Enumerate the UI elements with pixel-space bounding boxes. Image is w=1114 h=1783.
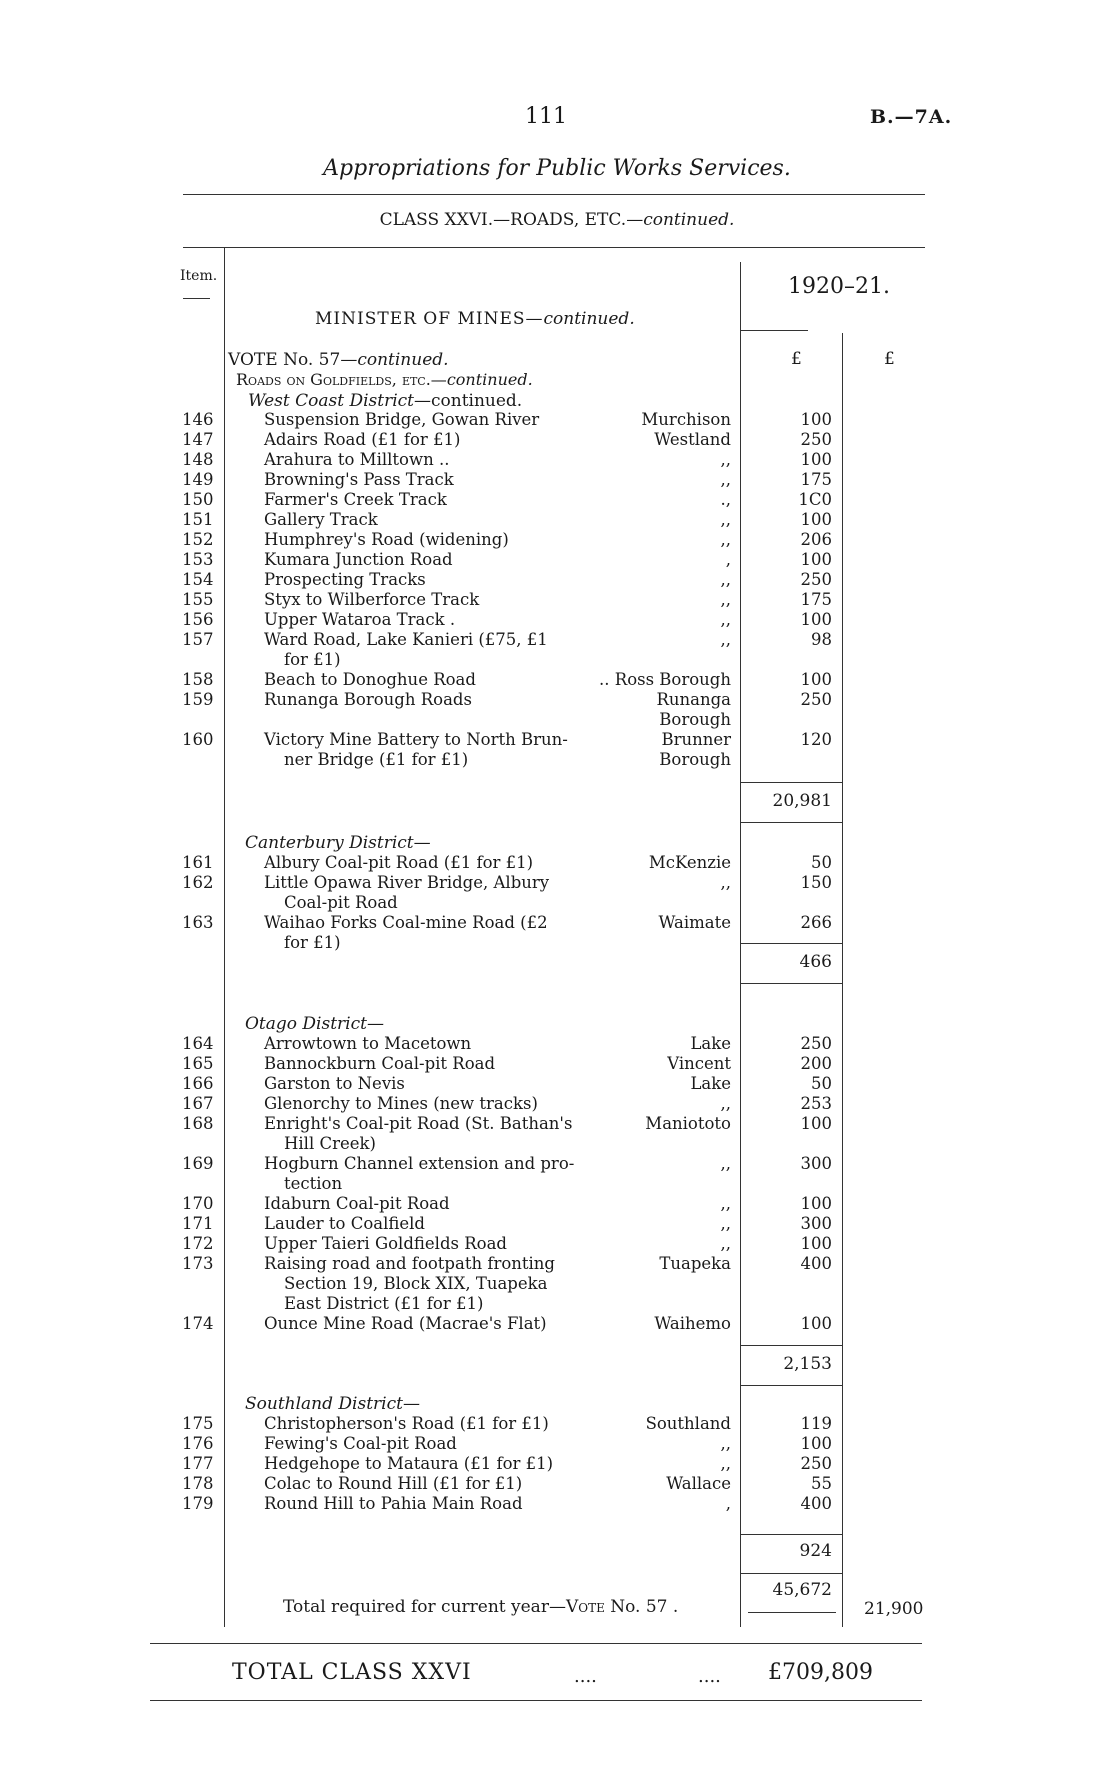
item-description: Gallery Track	[264, 510, 378, 529]
item-amount: 400	[800, 1494, 832, 1513]
item-amount: 100	[800, 610, 832, 629]
southland-subtotal-underline	[740, 1573, 842, 1574]
table-row	[0, 1074, 1114, 1094]
roads-heading	[236, 370, 533, 389]
southland-subtotal: 924	[799, 1541, 832, 1561]
item-locality: ,	[725, 550, 731, 569]
item-amount: 150	[800, 873, 832, 892]
item-amount: 98	[811, 630, 832, 649]
item-description: Browning's Pass Track	[264, 470, 454, 489]
item-locality: ,,	[720, 630, 731, 649]
item-description-continued: tection	[284, 1174, 343, 1193]
item-amount: 250	[800, 690, 832, 709]
table-row-continuation	[0, 893, 1114, 913]
minister-continued: continued.	[543, 309, 635, 329]
item-locality: ,,	[720, 1454, 731, 1473]
table-row	[0, 590, 1114, 610]
item-amount: 55	[811, 1474, 832, 1493]
table-row	[0, 913, 1114, 933]
item-description: Ward Road, Lake Kanieri (£75, £1	[264, 630, 548, 649]
item-amount: 100	[800, 450, 832, 469]
item-locality: .. Ross Borough	[599, 670, 731, 689]
item-header-underline	[183, 298, 210, 299]
item-number: 155	[182, 590, 214, 609]
item-description: Fewing's Coal-pit Road	[264, 1434, 457, 1453]
item-number: 165	[182, 1054, 214, 1073]
table-row	[0, 610, 1114, 630]
table-row	[0, 1314, 1114, 1334]
class-title-continued: continued.	[643, 210, 735, 230]
item-description-continued: for £1)	[284, 650, 341, 669]
item-description-continued: Section 19, Block XIX, Tuapeka	[284, 1274, 548, 1293]
item-number: 157	[182, 630, 214, 649]
item-number: 172	[182, 1234, 214, 1253]
item-description: Round Hill to Pahia Main Road	[264, 1494, 523, 1513]
item-number: 171	[182, 1214, 214, 1233]
item-locality: ,,	[720, 1434, 731, 1453]
item-description: Beach to Donoghue Road	[264, 670, 476, 689]
table-row-continuation	[0, 933, 1114, 953]
table-row-continuation	[0, 1134, 1114, 1154]
item-description: Hogburn Channel extension and pro-	[264, 1154, 575, 1173]
west-coast-subtotal-rule	[740, 782, 842, 783]
west-coast-heading-continued: continued.	[430, 391, 523, 411]
item-locality: ,,	[720, 1154, 731, 1173]
item-locality: Brunner	[661, 730, 731, 749]
item-amount: 100	[800, 1194, 832, 1213]
item-locality-continued: Borough	[659, 710, 731, 729]
class-title	[0, 210, 1114, 230]
item-amount: 206	[800, 530, 832, 549]
item-description: Humphrey's Road (widening)	[264, 530, 509, 549]
table-row-continuation	[0, 1274, 1114, 1294]
canterbury-subtotal-underline	[740, 983, 842, 984]
item-number: 177	[182, 1454, 214, 1473]
item-number: 148	[182, 450, 214, 469]
table-row	[0, 1034, 1114, 1054]
item-amount: 300	[800, 1214, 832, 1233]
west-coast-subtotal: 20,981	[772, 791, 832, 811]
table-row-continuation	[0, 1294, 1114, 1314]
page-bottom-rule	[150, 1700, 922, 1701]
item-amount: 119	[800, 1414, 832, 1433]
item-amount: 300	[800, 1154, 832, 1173]
item-number: 153	[182, 550, 214, 569]
item-description: Upper Taieri Goldfields Road	[264, 1234, 507, 1253]
class-title-main: CLASS XXVI.—ROADS, ETC.—	[379, 210, 644, 230]
item-description: Little Opawa River Bridge, Albury	[264, 873, 550, 892]
item-amount: 100	[800, 550, 832, 569]
southland-subtotal-rule	[740, 1534, 842, 1535]
item-amount: 250	[800, 570, 832, 589]
item-locality: ,,	[720, 1094, 731, 1113]
table-row	[0, 630, 1114, 650]
grand-total-leader-2: ....	[698, 1666, 721, 1687]
item-description: Victory Mine Battery to North Brun-	[264, 730, 568, 749]
year-header-underline	[740, 330, 808, 331]
item-number: 173	[182, 1254, 214, 1273]
item-locality-continued: Borough	[659, 750, 731, 769]
item-description: Idaburn Coal-pit Road	[264, 1194, 450, 1213]
otago-subtotal: 2,153	[783, 1354, 832, 1374]
grand-total-amount: £709,809	[768, 1660, 873, 1685]
item-number: 167	[182, 1094, 214, 1113]
item-number: 166	[182, 1074, 214, 1093]
table-row	[0, 550, 1114, 570]
item-description: Upper Wataroa Track .	[264, 610, 456, 629]
item-amount: 100	[800, 1234, 832, 1253]
item-locality: Murchison	[641, 410, 731, 429]
table-top-rule	[183, 247, 925, 248]
item-description: Ounce Mine Road (Macrae's Flat)	[264, 1314, 547, 1333]
table-row	[0, 1234, 1114, 1254]
item-description: Styx to Wilberforce Track	[264, 590, 480, 609]
item-amount: 120	[800, 730, 832, 749]
table-row	[0, 670, 1114, 690]
minister-heading	[315, 309, 635, 329]
table-row-continuation	[0, 1174, 1114, 1194]
item-locality: Vincent	[667, 1054, 731, 1073]
item-amount: 50	[811, 1074, 832, 1093]
item-description: Prospecting Tracks	[264, 570, 426, 589]
item-description: Albury Coal-pit Road (£1 for £1)	[264, 853, 534, 872]
item-number: 163	[182, 913, 214, 932]
table-row	[0, 430, 1114, 450]
grand-total-label: TOTAL CLASS XXVI	[232, 1660, 472, 1685]
item-amount: 100	[800, 410, 832, 429]
table-row	[0, 490, 1114, 510]
item-amount: 250	[800, 1454, 832, 1473]
item-description: Lauder to Coalfield	[264, 1214, 425, 1233]
item-number: 161	[182, 853, 214, 872]
item-locality: Westland	[654, 430, 731, 449]
item-number: 146	[182, 410, 214, 429]
pound-symbol-col2: £	[884, 349, 895, 369]
table-row	[0, 570, 1114, 590]
item-number: 156	[182, 610, 214, 629]
item-amount: 250	[800, 430, 832, 449]
year-column-header: 1920–21.	[788, 274, 890, 299]
item-amount: 100	[800, 1314, 832, 1333]
item-amount: 250	[800, 1034, 832, 1053]
vote-label: VOTE No. 57—	[228, 350, 358, 370]
canterbury-subtotal-rule	[740, 943, 842, 944]
item-description: Garston to Nevis	[264, 1074, 405, 1093]
table-row	[0, 1474, 1114, 1494]
canterbury-subtotal: 466	[799, 952, 832, 972]
item-description: Bannockburn Coal-pit Road	[264, 1054, 496, 1073]
table-row	[0, 1054, 1114, 1074]
item-description-continued: Hill Creek)	[284, 1134, 376, 1153]
item-description-continued: ner Bridge (£1 for £1)	[284, 750, 469, 769]
roads-label: Roads on Goldfields, etc.—	[236, 370, 447, 389]
otago-subtotal-rule	[740, 1345, 842, 1346]
item-number: 178	[182, 1474, 214, 1493]
item-locality: Runanga	[656, 690, 731, 709]
table-row	[0, 730, 1114, 750]
item-locality: Lake	[690, 1034, 731, 1053]
table-row	[0, 410, 1114, 430]
item-description-continued: Coal-pit Road	[284, 893, 398, 912]
table-row	[0, 530, 1114, 550]
table-row-continuation	[0, 710, 1114, 730]
item-locality: ,	[725, 1494, 731, 1513]
item-amount: 200	[800, 1054, 832, 1073]
item-number: 175	[182, 1414, 214, 1433]
table-row	[0, 1414, 1114, 1434]
minister-name: MINISTER OF MINES—	[315, 309, 544, 329]
item-description: Hedgehope to Mataura (£1 for £1)	[264, 1454, 554, 1473]
item-amount: 175	[800, 470, 832, 489]
table-row	[0, 450, 1114, 470]
item-amount: 400	[800, 1254, 832, 1273]
item-number: 154	[182, 570, 214, 589]
table-row	[0, 1094, 1114, 1114]
item-number: 152	[182, 530, 214, 549]
table-row	[0, 1114, 1114, 1134]
item-amount: 100	[800, 1114, 832, 1133]
page-number: 111	[525, 104, 567, 129]
item-column-header: Item.	[180, 268, 218, 284]
table-row	[0, 1434, 1114, 1454]
item-description: Kumara Junction Road	[264, 550, 453, 569]
item-amount: 100	[800, 1434, 832, 1453]
item-description: Arahura to Milltown ..	[264, 450, 450, 469]
item-locality: McKenzie	[648, 853, 731, 872]
table-row	[0, 470, 1114, 490]
table-row	[0, 1454, 1114, 1474]
vote-continued: continued.	[357, 350, 449, 370]
item-locality: Waihemo	[654, 1314, 731, 1333]
item-locality: ,,	[720, 530, 731, 549]
item-locality: ,,	[720, 570, 731, 589]
item-amount: 100	[800, 670, 832, 689]
item-number: 160	[182, 730, 214, 749]
page-title: Appropriations for Public Works Services.	[323, 156, 791, 181]
item-description: Farmer's Creek Track	[264, 490, 447, 509]
item-description: Runanga Borough Roads	[264, 690, 472, 709]
table-row	[0, 1494, 1114, 1514]
item-description: Glenorchy to Mines (new tracks)	[264, 1094, 538, 1113]
item-description-continued: East District (£1 for £1)	[284, 1294, 484, 1313]
table-row	[0, 1214, 1114, 1234]
item-number: 176	[182, 1434, 214, 1453]
table-row-continuation	[0, 650, 1114, 670]
item-number: 159	[182, 690, 214, 709]
total-required-text: Total required for current year—	[283, 1597, 566, 1617]
item-locality: ,,	[720, 1214, 731, 1233]
roads-continued: continued.	[446, 370, 533, 389]
item-number: 170	[182, 1194, 214, 1213]
item-number: 174	[182, 1314, 214, 1333]
table-row	[0, 510, 1114, 530]
item-number: 168	[182, 1114, 214, 1133]
table-row	[0, 853, 1114, 873]
table-row	[0, 690, 1114, 710]
item-amount: 253	[800, 1094, 832, 1113]
west-coast-heading-label: West Coast District—	[248, 391, 431, 411]
item-description-continued: for £1)	[284, 933, 341, 952]
item-locality: ,,	[720, 450, 731, 469]
total-required-number: No. 57 .	[604, 1597, 679, 1617]
canterbury-heading: Canterbury District—	[245, 833, 431, 853]
title-rule	[183, 194, 925, 195]
item-amount: 1C0	[798, 490, 832, 509]
item-description: Raising road and footpath fronting	[264, 1254, 555, 1273]
item-number: 169	[182, 1154, 214, 1173]
vote-heading	[228, 350, 449, 370]
vote-total-col1: 45,672	[772, 1580, 832, 1600]
item-description: Christopherson's Road (£1 for £1)	[264, 1414, 549, 1433]
item-locality: Maniototo	[645, 1114, 731, 1133]
item-locality: ,,	[720, 470, 731, 489]
table-row-continuation	[0, 750, 1114, 770]
table-row	[0, 873, 1114, 893]
item-locality: ,,	[720, 590, 731, 609]
item-description: Arrowtown to Macetown	[264, 1034, 472, 1053]
item-number: 147	[182, 430, 214, 449]
total-required-amount: 21,900	[864, 1599, 924, 1619]
item-locality: Lake	[690, 1074, 731, 1093]
item-number: 162	[182, 873, 214, 892]
item-locality: Tuapeka	[659, 1254, 731, 1273]
pound-symbol-col1: £	[791, 349, 802, 369]
west-coast-heading	[248, 391, 522, 411]
item-description: Colac to Round Hill (£1 for £1)	[264, 1474, 523, 1493]
item-amount: 100	[800, 510, 832, 529]
west-coast-subtotal-underline	[740, 822, 842, 823]
table-row	[0, 1154, 1114, 1174]
total-required-label	[283, 1597, 678, 1617]
southland-heading: Southland District—	[245, 1394, 420, 1414]
item-locality: ,,	[720, 510, 731, 529]
item-amount: 175	[800, 590, 832, 609]
item-locality: ,,	[720, 1194, 731, 1213]
document-reference: B.—7A.	[870, 106, 953, 128]
item-locality: Southland	[645, 1414, 731, 1433]
item-number: 149	[182, 470, 214, 489]
item-number: 151	[182, 510, 214, 529]
item-locality: .,	[720, 490, 731, 509]
otago-heading: Otago District—	[245, 1014, 384, 1034]
item-description: Adairs Road (£1 for £1)	[264, 430, 461, 449]
item-description: Enright's Coal-pit Road (St. Bathan's	[264, 1114, 573, 1133]
item-description: Suspension Bridge, Gowan River	[264, 410, 540, 429]
total-required-vote: Vote	[565, 1597, 605, 1617]
table-row	[0, 1194, 1114, 1214]
item-locality: ,,	[720, 610, 731, 629]
item-amount: 266	[800, 913, 832, 932]
item-locality: Wallace	[666, 1474, 731, 1493]
item-amount: 50	[811, 853, 832, 872]
item-number: 179	[182, 1494, 214, 1513]
item-locality: ,,	[720, 1234, 731, 1253]
item-locality: Waimate	[658, 913, 731, 932]
otago-subtotal-underline	[740, 1385, 842, 1386]
item-description: Waihao Forks Coal-mine Road (£2	[264, 913, 548, 932]
table-row	[0, 1254, 1114, 1274]
item-number: 158	[182, 670, 214, 689]
vote-total-rule	[748, 1612, 836, 1613]
item-number: 150	[182, 490, 214, 509]
item-locality: ,,	[720, 873, 731, 892]
item-number: 164	[182, 1034, 214, 1053]
table-bottom-rule	[150, 1643, 922, 1644]
grand-total-leader-1: ....	[574, 1666, 597, 1687]
